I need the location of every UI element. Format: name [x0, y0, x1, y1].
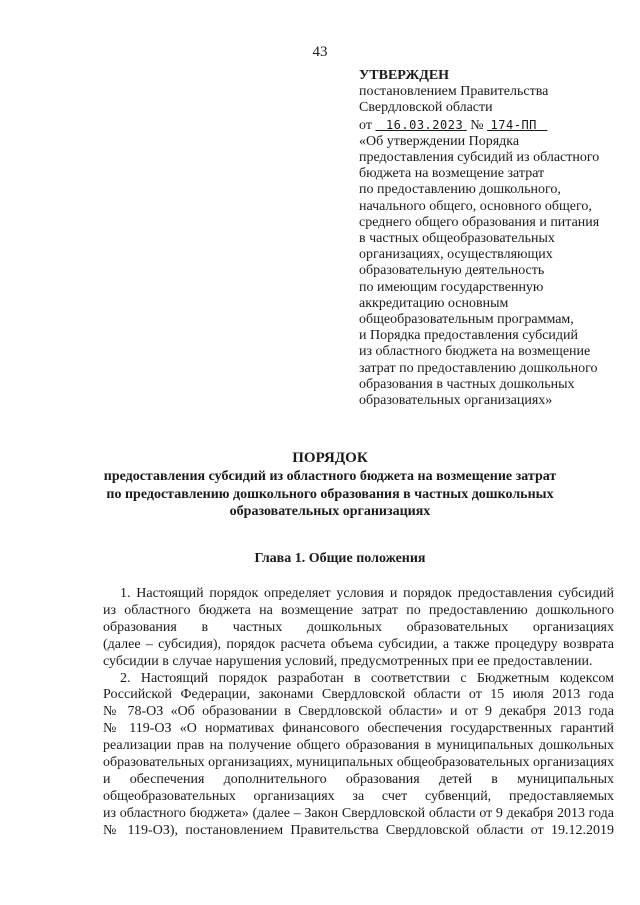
paragraph-line: реализации прав на получение общего образования в муниципальных дошкольных: [103, 738, 614, 754]
number-field: [487, 118, 547, 133]
paragraph-line: 1. Настоящий порядок определяет условия и порядок предоставления субсидий: [120, 586, 614, 601]
resolution-title-line: бюджета на возмещение затрат: [359, 166, 545, 182]
resolution-title-line: по имеющим государственную: [359, 279, 544, 295]
title-main: ПОРЯДОК: [292, 450, 368, 466]
title-subtitle-line: образовательных организациях: [229, 504, 431, 520]
paragraph-line: 2. Настоящий порядок разработан в соответствии с Бюджетным кодексом: [120, 670, 614, 686]
resolution-title-line: аккредитацию основным: [359, 295, 509, 311]
resolution-title-line: из областного бюджета на возмещение: [359, 344, 591, 360]
resolution-title-line: предоставления субсидий из областного: [359, 150, 600, 166]
resolution-title-line: организациях, осуществляющих: [359, 247, 553, 263]
paragraph-line: общеобразовательных организациях за счет субвенций, предоставляемых: [103, 788, 614, 804]
resolution-title-line: по предоставлению дошкольного,: [359, 182, 561, 198]
paragraph-line: № 78-ОЗ «Об образовании в Свердловской области» и от 9 декабря 2013 года: [103, 704, 614, 720]
approval-block: [359, 68, 629, 409]
paragraph-1: [103, 586, 614, 671]
paragraph-line: из областного бюджета» (далее – Закон Свердловской области от 9 декабря 2013 года: [103, 805, 614, 821]
date-value: 16.03.2023: [385, 117, 464, 132]
approval-date-line: [359, 117, 629, 134]
title-subtitle-line: предоставления субсидий из областного бюджета на возмещение затрат: [103, 469, 557, 485]
resolution-title-line: «Об утверждении Порядка: [359, 133, 520, 149]
paragraph-line: (далее – субсидия), порядок расчета объема субсидии, а также процедуру возврата: [103, 636, 614, 652]
resolution-title-line: образовательную деятельность: [359, 263, 545, 279]
paragraph-line: Российской Федерации, законами Свердловской области от 15 июля 2013 года: [103, 687, 614, 703]
approval-line-2: Свердловской области: [359, 100, 493, 116]
document-title: [80, 450, 580, 521]
resolution-title-line: начального общего, основного общего,: [359, 198, 592, 214]
date-prefix: от: [359, 117, 372, 133]
paragraph-line: субсидии в случае нарушения условий, предусмотренных при ее предоставлении.: [103, 653, 593, 669]
paragraph-line: № 119-ОЗ), постановлением Правительства Свердловской области от 19.12.2019: [103, 822, 614, 838]
resolution-title-line: в частных общеобразовательных: [359, 231, 555, 247]
body-text: [103, 586, 614, 840]
resolution-title-line: среднего общего образования и питания: [359, 214, 600, 230]
title-subtitle-line: по предоставлению дошкольного образования в частных дошкольных: [106, 486, 554, 502]
paragraph-2: [103, 671, 614, 840]
approval-line-1: постановлением Правительства: [359, 84, 549, 100]
resolution-title-line: затрат по предоставлению дошкольного: [359, 360, 598, 376]
approval-heading: УТВЕРЖДЕН: [359, 68, 450, 83]
number-value: 174-ПП: [490, 117, 537, 132]
resolution-title-line: общеобразовательным программам,: [359, 312, 574, 328]
chapter-heading: Глава 1. Общие положения: [254, 551, 426, 566]
paragraph-line: образовательных организациях, муниципальных общеобразовательных организациях: [103, 755, 615, 771]
page-number: 43: [312, 44, 328, 60]
paragraph-line: № 119-ОЗ «О нормативах финансового обеспечения государственных гарантий: [103, 721, 614, 737]
resolution-title-line: образовательных организациях»: [359, 393, 553, 409]
resolution-title-line: и Порядка предоставления субсидий: [359, 328, 579, 344]
paragraph-line: из областного бюджета на возмещение затрат по предоставлению дошкольного: [103, 602, 614, 618]
paragraph-line: и обеспечения дополнительного образования детей в муниципальных: [103, 771, 614, 787]
paragraph-line: образования в частных дошкольных образовательных организациях: [103, 619, 614, 635]
date-field: [375, 118, 466, 133]
number-sign: №: [470, 117, 484, 133]
resolution-title-line: образования в частных дошкольных: [359, 376, 575, 392]
